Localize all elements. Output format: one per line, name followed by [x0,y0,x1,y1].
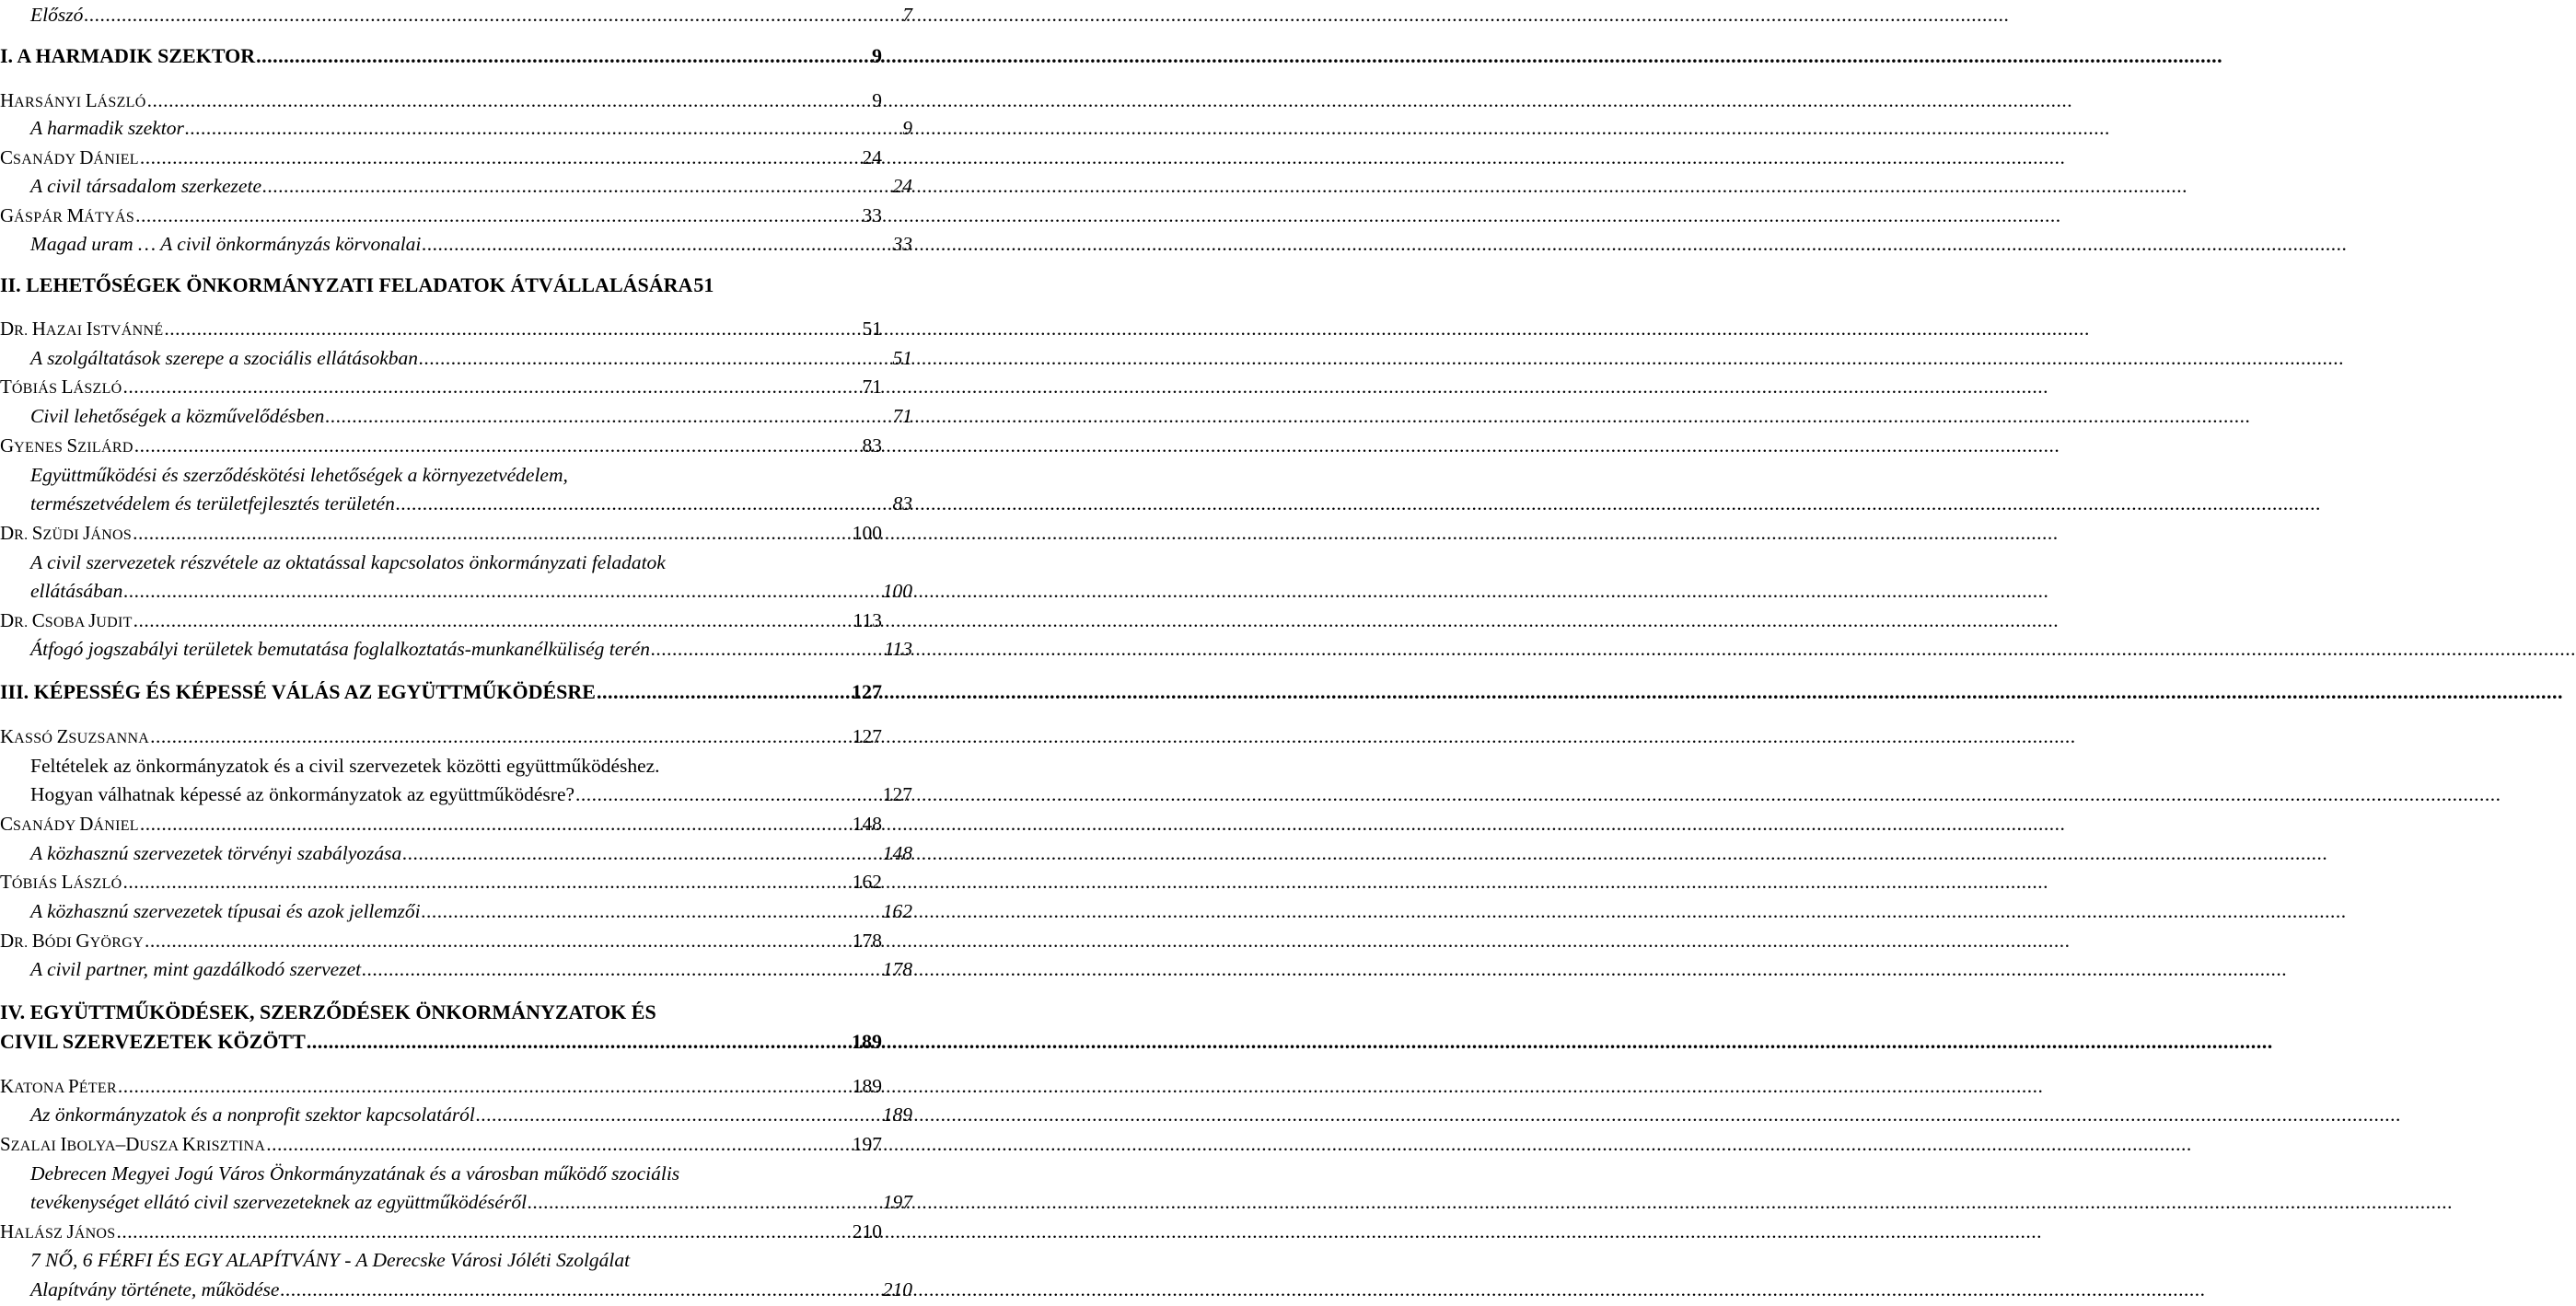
toc-leader-dots [574,781,882,807]
toc-page-number: 100 [882,580,912,602]
toc-section-heading[interactable] [0,679,882,705]
toc-page-number: 83 [892,492,912,514]
toc-article-entry[interactable] [0,636,912,662]
toc-author-name: TÓBIÁS LÁSZLÓ [0,376,122,398]
toc-section-title-line: IV. EGYÜTTMŰKÖDÉSEK, SZERZŐDÉSEK ÖNKORMÁNYZATOK ÉS [0,1000,656,1023]
toc-author-name: HARSÁNYI LÁSZLÓ [0,89,146,111]
toc-leader-dots [421,231,891,257]
toc-leader-dots [146,87,872,113]
toc-leader-dots [83,2,901,28]
toc-page-number: 189 [852,1075,882,1097]
toc-article-title: A harmadik szektor [30,117,184,139]
toc-section-heading[interactable] [0,1029,882,1055]
toc-leader-dots [361,956,882,982]
toc-author-entry[interactable] [0,1131,882,1160]
toc-page-number: 24 [892,175,912,197]
toc-article-entry[interactable] [0,345,912,371]
toc-article-title: A közhasznú szervezetek törvényi szabályozása [30,842,402,864]
toc-section-title: III. KÉPESSÉG ÉS KÉPESSÉ VÁLÁS AZ EGYÜTTMŰKÖDÉSRE [0,680,596,703]
table-of-contents [0,0,912,1306]
toc-page-number: 7 [902,4,912,26]
toc-article-title: Civil lehetőségek a közművelődésben [30,405,325,427]
toc-page-number: 127 [882,783,912,805]
toc-author-name: DR. SZÜDI JÁNOS [0,522,133,544]
toc-page-number: 148 [882,842,912,864]
toc-page-number: 178 [852,930,882,952]
toc-page-number: 127 [852,680,882,703]
toc-article-title-line: Feltételek az önkormányzatok és a civil szervezetek közötti együttműködéshez. [30,755,660,777]
toc-author-entry[interactable] [0,607,882,636]
toc-page-number: 33 [892,233,912,255]
toc-page-number: 33 [862,204,882,226]
toc-author-entry[interactable] [0,316,882,344]
toc-article-title: A civil partner, mint gazdálkodó szervezet [30,958,362,980]
toc-leader-dots [650,636,883,662]
toc-article-title: természetvédelem és területfejlesztés területén [30,492,395,514]
toc-leader-dots [418,345,891,371]
toc-entry-preface[interactable] [0,2,912,28]
toc-author-entry[interactable] [0,144,882,173]
toc-article-entry[interactable] [0,578,912,604]
toc-leader-dots [279,1277,881,1302]
toc-author-name: CSANÁDY DÁNIEL [0,146,139,168]
toc-page-number: 178 [882,958,912,980]
toc-author-entry[interactable] [0,520,882,549]
toc-article-title: Hogyan válhatnak képessé az önkormányzatok az együttműködésre? [30,783,575,805]
toc-author-name: GÁSPÁR MÁTYÁS [0,204,135,226]
toc-entry-title: Előszó [30,4,84,26]
toc-leader-dots [255,43,871,69]
toc-article-entry[interactable] [0,1102,912,1127]
toc-author-name: TÓBIÁS LÁSZLÓ [0,871,122,893]
toc-author-entry[interactable] [0,811,882,839]
toc-author-entry[interactable] [0,87,882,116]
toc-leader-dots [184,115,901,141]
toc-article-title: ellátásában [30,580,123,602]
toc-author-name: DR. BÓDI GYÖRGY [0,930,144,952]
toc-article-title: tevékenységet ellátó civil szervezeteknek az együttműködéséről [30,1191,528,1213]
toc-author-name: KASSÓ ZSUZSANNA [0,725,150,747]
toc-article-title-line: Debrecen Megyei Jogú Város Önkormányzatának és a városban működő szociális [30,1162,680,1185]
toc-leader-dots [306,1029,851,1055]
toc-article-entry[interactable] [0,1277,912,1302]
toc-page-number: 197 [852,1133,882,1155]
toc-author-entry[interactable] [0,374,882,402]
toc-author-name: GYENES SZILÁRD [0,434,133,457]
toc-leader-dots [122,578,881,604]
toc-article-entry[interactable] [0,956,912,982]
toc-article-title: A szolgáltatások szerepe a szociális ellátásokban [30,347,419,369]
toc-author-entry[interactable] [0,202,882,231]
toc-author-entry[interactable] [0,869,882,897]
toc-article-entry[interactable] [0,491,912,516]
toc-article-title: A közhasznú szervezetek típusai és azok jellemzői [30,900,421,922]
toc-leader-dots [144,928,852,953]
toc-leader-dots [132,520,852,546]
toc-page-number: 162 [852,871,882,893]
toc-page-number: 9 [902,117,912,139]
toc-author-name: DR. HAZAI ISTVÁNNÉ [0,318,164,340]
toc-article-entry[interactable] [0,115,912,141]
toc-page-number: 9 [872,89,882,111]
toc-page-number: 127 [852,725,882,747]
toc-article-entry[interactable] [0,173,912,199]
toc-page-number: 189 [852,1030,882,1053]
toc-leader-dots [395,491,892,516]
toc-page-number: 24 [862,146,882,168]
toc-leader-dots [265,1131,851,1157]
toc-leader-dots [115,1219,851,1244]
toc-article-title-line: Együttműködési és szerződéskötési lehetőségek a környezetvédelem, [30,464,568,486]
toc-article-entry[interactable] [0,1189,912,1215]
toc-author-entry[interactable] [0,723,882,752]
toc-leader-dots [163,316,861,341]
toc-leader-dots [527,1189,882,1215]
toc-page-number: 189 [882,1104,912,1126]
toc-page-number: 9 [872,44,882,67]
toc-author-name: CSANÁDY DÁNIEL [0,813,139,835]
toc-leader-dots [149,723,852,749]
toc-article-title: Az önkormányzatok és a nonprofit szektor kapcsolatáról [30,1104,475,1126]
toc-article-entry[interactable] [0,403,912,429]
toc-page-number: 113 [853,609,882,631]
toc-page-number: 100 [852,522,882,544]
toc-leader-dots [133,607,853,633]
toc-author-entry[interactable] [0,928,882,956]
toc-page-number: 210 [852,1220,882,1242]
toc-leader-dots [122,869,852,895]
toc-page-number: 210 [882,1278,912,1300]
toc-author-entry[interactable] [0,1073,882,1102]
toc-article-title: A civil társadalom szerkezete [30,175,261,197]
toc-leader-dots [261,173,892,199]
toc-leader-dots [401,840,881,866]
toc-article-entry[interactable] [0,231,912,257]
toc-article-title-line: A civil szervezetek részvétele az oktatással kapcsolatos önkormányzati feladatok [30,551,666,573]
toc-section-title: II. LEHETŐSÉGEK ÖNKORMÁNYZATI FELADATOK ÁTVÁLLALÁSÁRA [0,273,693,296]
toc-leader-dots [122,374,862,399]
toc-article-title: Magad uram … A civil önkormányzás körvonalai [30,233,422,255]
toc-article-entry[interactable] [0,898,912,924]
toc-leader-dots [133,433,862,458]
toc-article-entry[interactable] [0,781,912,807]
toc-author-entry[interactable] [0,433,882,461]
toc-leader-dots [139,144,862,170]
toc-author-name: HALÁSZ JÁNOS [0,1220,116,1242]
toc-page-number: 71 [862,376,882,398]
toc-page-number: 197 [882,1191,912,1213]
toc-page-number: 51 [693,273,714,296]
toc-leader-dots [475,1102,882,1127]
toc-page-number: 51 [892,347,912,369]
toc-page-number: 83 [862,434,882,457]
toc-section-title: CIVIL SZERVEZETEK KÖZÖTT [0,1030,306,1053]
toc-article-title: Alapítvány története, működése [30,1278,280,1300]
toc-section-heading[interactable] [0,43,882,69]
toc-page-number: 113 [884,638,912,660]
toc-leader-dots [596,679,851,705]
toc-section-title: I. A HARMADIK SZEKTOR [0,44,256,67]
toc-page-number: 51 [862,318,882,340]
toc-author-name: SZALAI IBOLYA–DUSZA KRISZTINA [0,1133,266,1155]
toc-article-title-line: 7 NŐ, 6 FÉRFI ÉS EGY ALAPÍTVÁNY - A Derecske Városi Jóléti Szolgálat [30,1249,631,1271]
toc-page-number: 162 [882,900,912,922]
toc-author-entry[interactable] [0,1219,882,1247]
toc-author-name: KATONA PÉTER [0,1075,117,1097]
toc-leader-dots [117,1073,852,1099]
toc-article-title: Átfogó jogszabályi területek bemutatása foglalkoztatás-munkanélküliség terén [30,638,650,660]
toc-leader-dots [134,202,861,228]
toc-page-number: 148 [852,813,882,835]
toc-section-heading[interactable] [0,272,882,298]
toc-article-entry[interactable] [0,840,912,866]
toc-leader-dots [139,811,852,837]
toc-leader-dots [324,403,891,429]
toc-page-number: 71 [892,405,912,427]
toc-leader-dots [421,898,882,924]
toc-author-name: DR. CSOBA JUDIT [0,609,133,631]
